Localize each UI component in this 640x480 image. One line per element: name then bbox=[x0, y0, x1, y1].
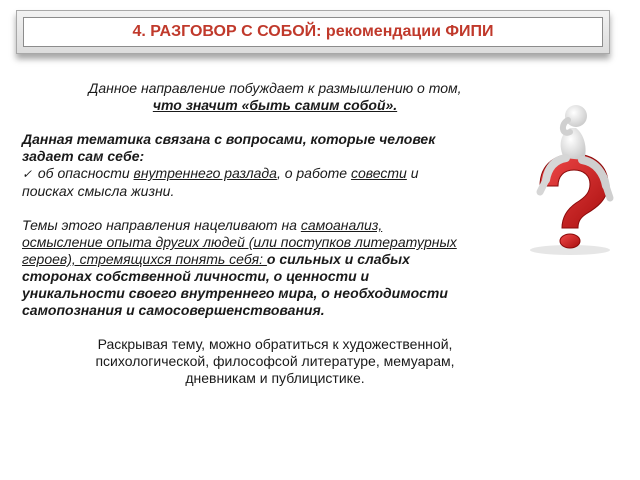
themes-line-3-underlined: героев), стремящихся понять себя: bbox=[22, 251, 267, 267]
themes-line-4: сторонах собственной личности, о ценности и bbox=[22, 268, 370, 284]
themes-line-3 bbox=[22, 251, 528, 268]
themes-line-1-text: Темы этого направления нацеливают на bbox=[22, 217, 301, 233]
themes-line-2: осмысление опыта других людей (или поступков литературных bbox=[22, 234, 457, 250]
themes-line-5: уникальности своего внутреннего мира, о необходимости bbox=[22, 285, 448, 301]
link-conscience: совести bbox=[350, 165, 407, 181]
themes-line-3-bold: о сильных и слабых bbox=[266, 251, 410, 267]
bullet-part-2: , о работе bbox=[276, 165, 351, 181]
bullet-part-1: об опасности bbox=[37, 165, 134, 181]
bullet-part-3: и bbox=[406, 165, 419, 181]
topic-bullet bbox=[22, 165, 528, 183]
conclusion-line-1: Раскрывая тему, можно обратиться к художественной, bbox=[97, 336, 453, 352]
topic-heading-line-2: задает сам себе: bbox=[22, 148, 145, 164]
themes-line-6: самопознания и самосовершенствования. bbox=[22, 302, 325, 318]
topic-heading-line-1: Данная тематика связана с вопросами, которые человек bbox=[22, 131, 436, 147]
content-body bbox=[22, 80, 528, 387]
link-self-analysis: самоанализ, bbox=[300, 217, 383, 233]
title-bar bbox=[16, 10, 610, 54]
intro-line-1: Данное направление побуждает к размышлению о том, bbox=[88, 80, 462, 96]
conclusion-line-3: дневникам и публицистике. bbox=[185, 370, 365, 386]
link-internal-discord: внутреннего разлада bbox=[133, 165, 277, 181]
conclusion-line-2: психологической, философсой литературе, мемуарам, bbox=[95, 353, 455, 369]
intro-line-2: что значит «быть самим собой». bbox=[152, 97, 398, 113]
thinking-figure-on-question-mark-icon bbox=[510, 88, 628, 258]
page-title: 4. РАЗГОВОР С СОБОЙ: рекомендации ФИПИ bbox=[132, 23, 494, 40]
checkmark-icon: ✓ bbox=[22, 167, 33, 181]
themes-line-1 bbox=[22, 217, 528, 234]
title-frame bbox=[23, 17, 603, 47]
bullet-line-2: поисках смысла жизни. bbox=[22, 183, 175, 199]
